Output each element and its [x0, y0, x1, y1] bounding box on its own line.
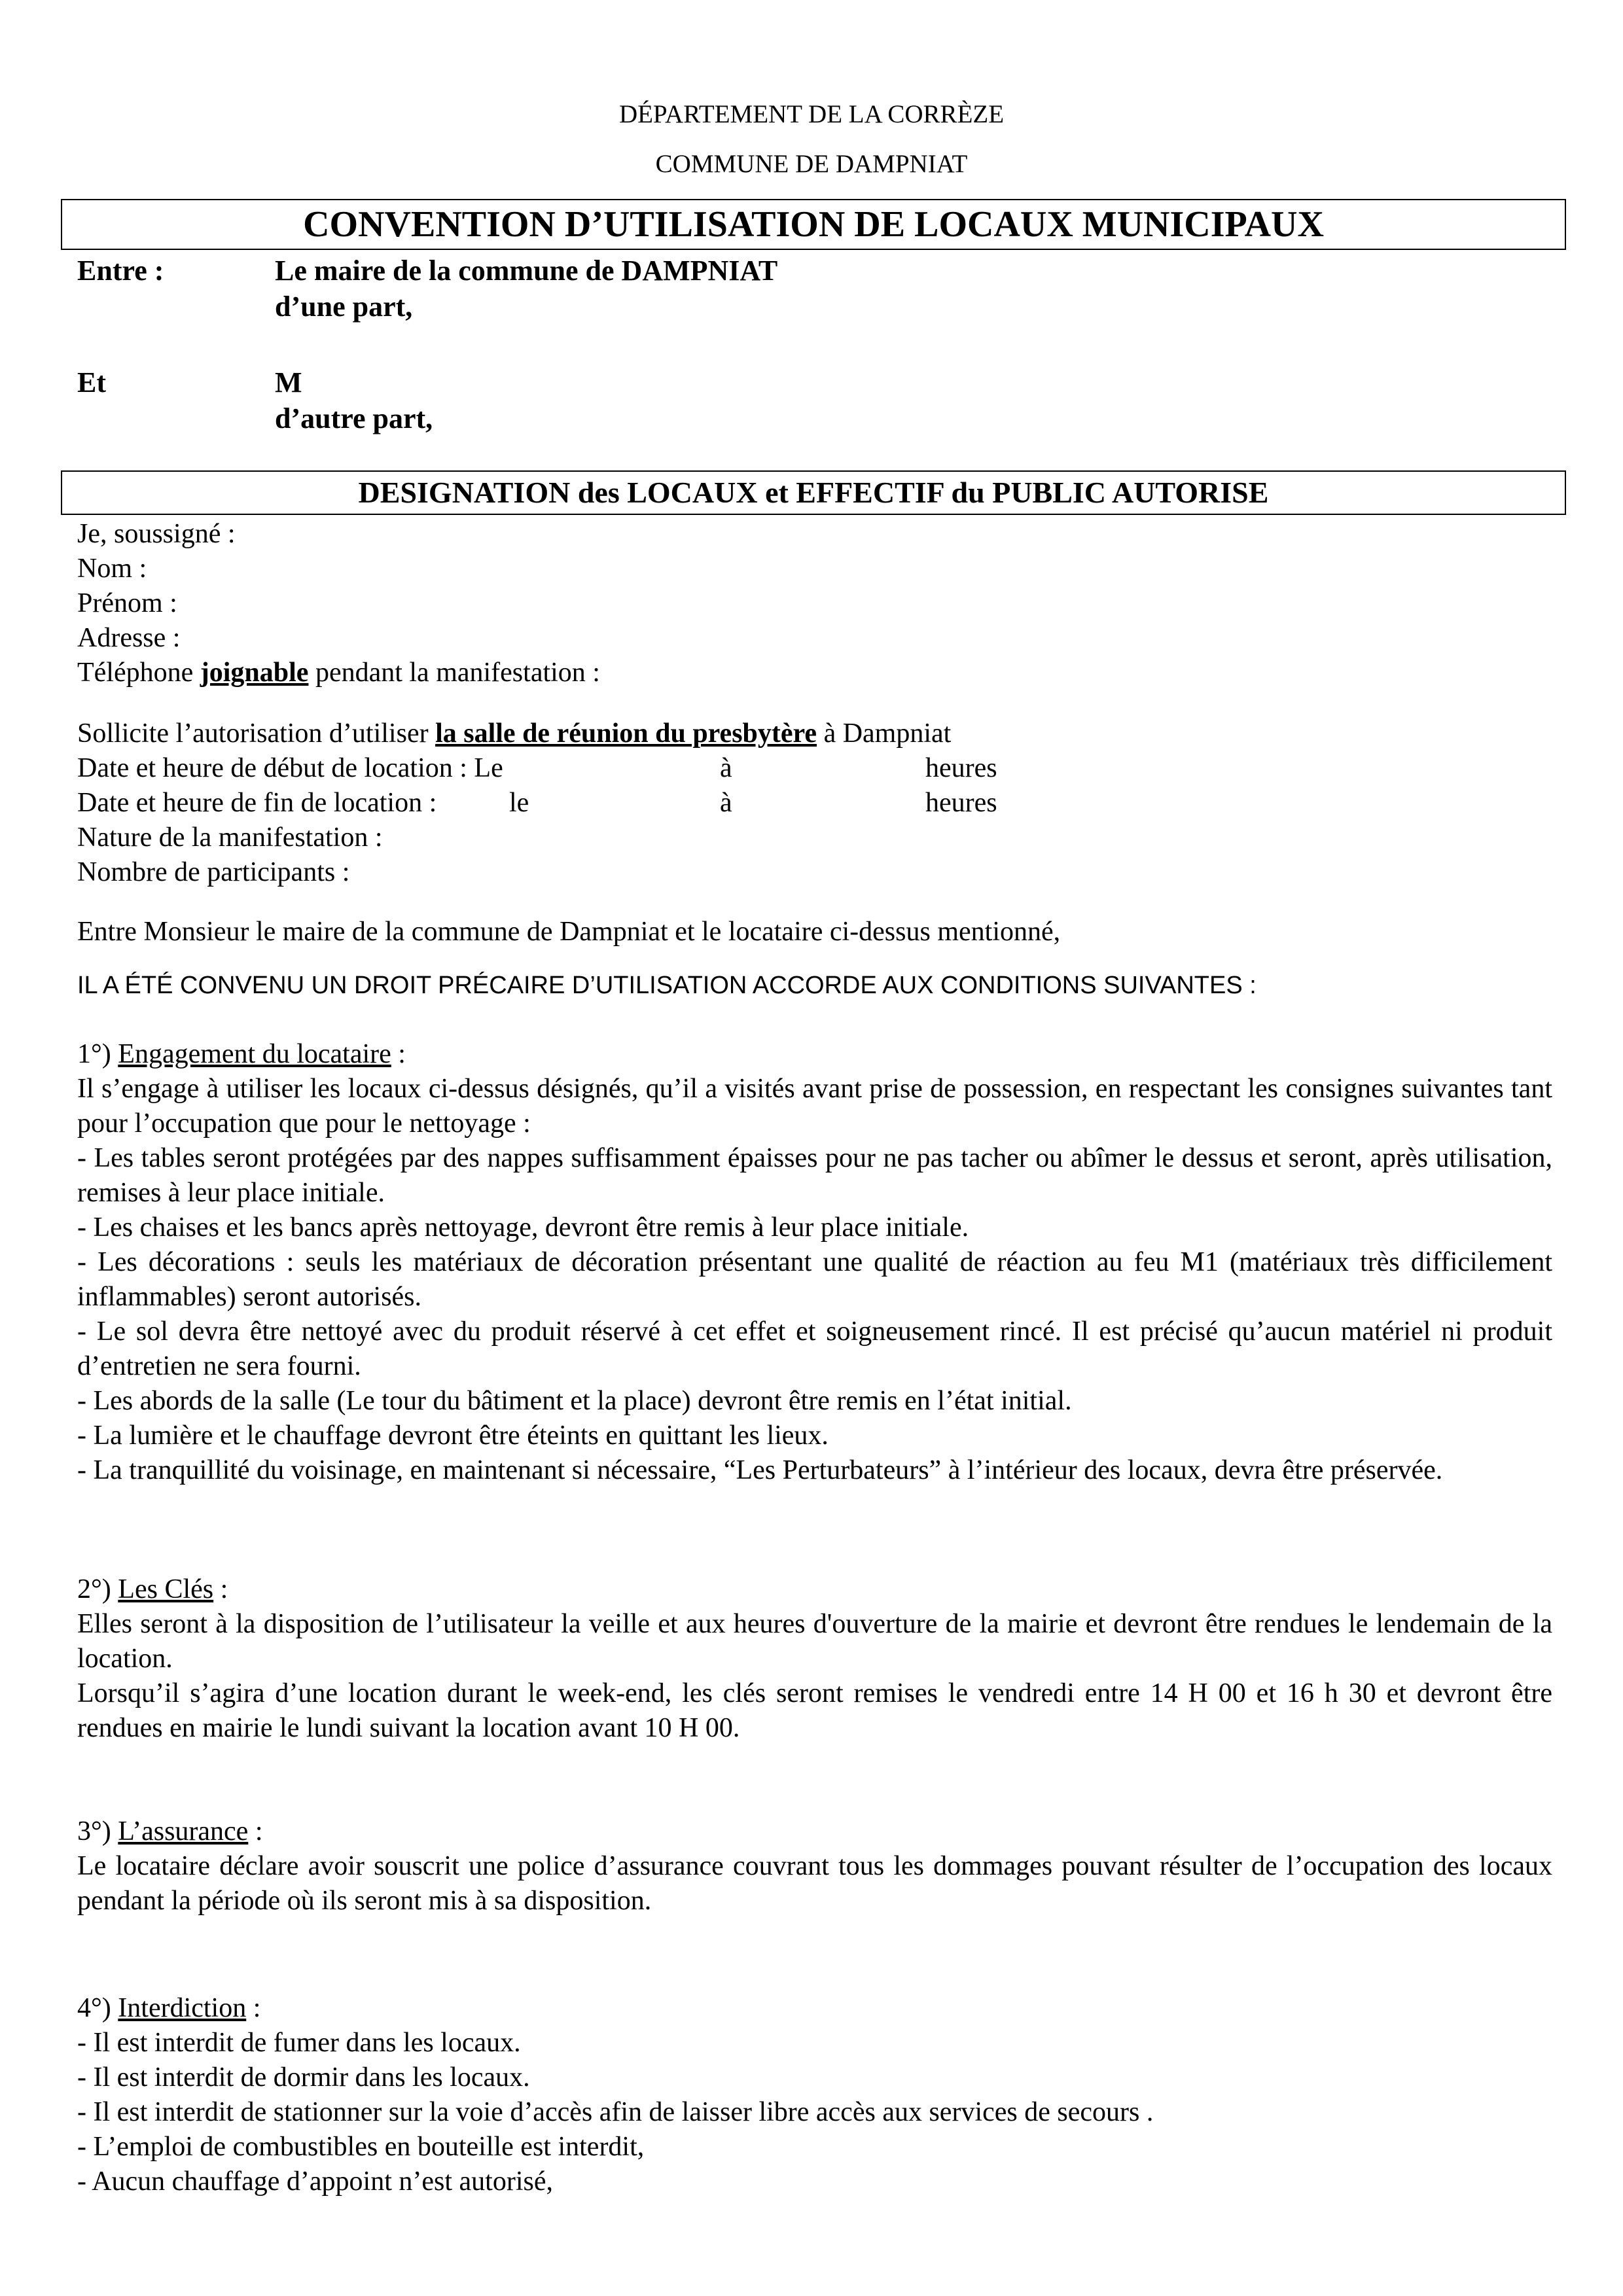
nature-label: Nature de la manifestation : — [77, 822, 383, 853]
section1-item: - Les abords de la salle (Le tour du bâtiment et la place) devront être remis en l’état initial. — [77, 1386, 1072, 1416]
designation-title: DESIGNATION des LOCAUX et EFFECTIF du PUBLIC AUTORISE — [61, 470, 1566, 515]
telephone-pre: Téléphone — [77, 658, 200, 688]
telephone-line — [77, 656, 1552, 690]
soussigne-label: Je, soussigné : — [77, 519, 236, 549]
section2-num: 2°) — [77, 1574, 118, 1604]
debut-heures: heures — [925, 753, 997, 783]
debut-line — [77, 751, 1552, 786]
fin-line — [77, 786, 1552, 821]
telephone-joignable: joignable — [200, 658, 309, 688]
section1-item: - Les tables seront protégées par des nappes suffisamment épaisses pour ne pas tacher ou abîmer le dessus et seront, après utilisation, remises à leur place initiale. — [77, 1143, 1552, 1208]
fin-a: à — [720, 788, 732, 818]
section4-item: - Il est interdit de fumer dans les locaux. — [77, 2028, 521, 2058]
debut-label: Date et heure de début de location : Le — [77, 753, 503, 783]
section4-heading — [77, 1991, 1552, 2026]
section1-num: 1°) — [77, 1039, 118, 1069]
section4-colon: : — [246, 1993, 261, 2023]
section3-colon: : — [248, 1816, 263, 1846]
section2-p1: Elles seront à la disposition de l’utilisateur la veille et aux heures d'ouverture de la mairie et devront être rendues le lendemain de la location. — [77, 1609, 1552, 1674]
fin-le: le — [509, 788, 529, 818]
department-header: DÉPARTEMENT DE LA CORRÈZE — [618, 100, 1005, 128]
sollicite-line — [77, 716, 1552, 751]
entre-line2: d’une part, — [275, 291, 413, 323]
section1-item: - Les décorations : seuls les matériaux de décoration présentant une qualité de réaction au feu M1 (matériaux très difficilement inflammables) seront autorisés. — [77, 1247, 1552, 1312]
section3-title: L’assurance — [118, 1816, 249, 1846]
section1-item: - Le sol devra être nettoyé avec du produit réservé à cet effet et soigneusement rincé. Il est précisé qu’aucun matériel ni produit d’entretien ne sera fourni. — [77, 1316, 1552, 1381]
section2-colon: : — [213, 1574, 228, 1604]
entre-label: Entre : — [77, 255, 164, 287]
et-line2: d’autre part, — [275, 402, 433, 434]
fin-heures: heures — [925, 788, 997, 818]
sollicite-salle: la salle de réunion du presbytère — [435, 718, 817, 749]
section4-item: - L’emploi de combustibles en bouteille est interdit, — [77, 2132, 645, 2162]
section-interdiction — [77, 1991, 1552, 2199]
fin-label: Date et heure de fin de location : — [77, 788, 437, 818]
section4-title: Interdiction — [118, 1993, 247, 2023]
section3-num: 3°) — [77, 1816, 118, 1846]
et-line1: M — [275, 366, 302, 398]
section-cles — [77, 1572, 1552, 1746]
section2-p2: Lorsqu’il s’agira d’une location durant le week-end, les clés seront remises le vendredi entre 14 H 00 et 16 h 30 et devront être rendues en mairie le lundi suivant la location avant 10 H 00. — [77, 1678, 1552, 1743]
section4-item: - Aucun chauffage d’appoint n’est autorisé, — [77, 2166, 553, 2197]
entre-line1: Le maire de la commune de DAMPNIAT — [275, 255, 778, 287]
designation-form — [77, 517, 1552, 690]
section-assurance — [77, 1814, 1552, 1918]
telephone-post: pendant la manifestation : — [308, 658, 600, 688]
section1-heading — [77, 1037, 1552, 1072]
sollicite-post: à Dampniat — [817, 718, 952, 749]
debut-a: à — [720, 753, 732, 783]
section1-title: Engagement du locataire — [118, 1039, 391, 1069]
section1-item: - La lumière et le chauffage devront être éteints en quittant les lieux. — [77, 1421, 829, 1451]
section-engagement — [77, 1037, 1552, 1488]
et-label: Et — [77, 366, 106, 398]
section1-item: - Les chaises et les bancs après nettoyage, devront être remis à leur place initiale. — [77, 1212, 969, 1243]
convention-title: CONVENTION D’UTILISATION DE LOCAUX MUNICIPAUX — [61, 199, 1566, 250]
entre-monsieur: Entre Monsieur le maire de la commune de Dampniat et le locataire ci-dessus mentionné, — [77, 917, 1061, 947]
section3-p1: Le locataire déclare avoir souscrit une police d’assurance couvrant tous les dommages pouvant résulter de l’occupation des locaux pendant la période où ils seront mis à sa disposition. — [77, 1851, 1552, 1916]
adresse-label: Adresse : — [77, 623, 181, 653]
location-form — [77, 716, 1552, 890]
section3-heading — [77, 1814, 1552, 1849]
sollicite-pre: Sollicite l’autorisation d’utiliser — [77, 718, 436, 749]
nom-label: Nom : — [77, 554, 147, 584]
section2-title: Les Clés — [118, 1574, 214, 1604]
section4-item: - Il est interdit de stationner sur la voie d’accès afin de laisser libre accès aux services de secours . — [77, 2097, 1154, 2127]
section1-item: - La tranquillité du voisinage, en maintenant si nécessaire, “Les Perturbateurs” à l’intérieur des locaux, devra être préservée. — [77, 1455, 1443, 1485]
convenu-statement: IL A ÉTÉ CONVENU UN DROIT PRÉCAIRE D’UTILISATION ACCORDE AUX CONDITIONS SUIVANTES : — [77, 972, 1257, 999]
section2-heading — [77, 1572, 1552, 1607]
section1-intro: Il s’engage à utiliser les locaux ci-dessus désignés, qu’il a visités avant prise de possession, en respectant les consignes suivantes tant pour l’occupation que pour le nettoyage : — [77, 1074, 1552, 1139]
prenom-label: Prénom : — [77, 588, 177, 618]
participants-label: Nombre de participants : — [77, 857, 350, 887]
section4-num: 4°) — [77, 1993, 118, 2023]
commune-header: COMMUNE DE DAMPNIAT — [655, 150, 968, 178]
section1-colon: : — [391, 1039, 406, 1069]
section4-item: - Il est interdit de dormir dans les locaux. — [77, 2062, 530, 2093]
